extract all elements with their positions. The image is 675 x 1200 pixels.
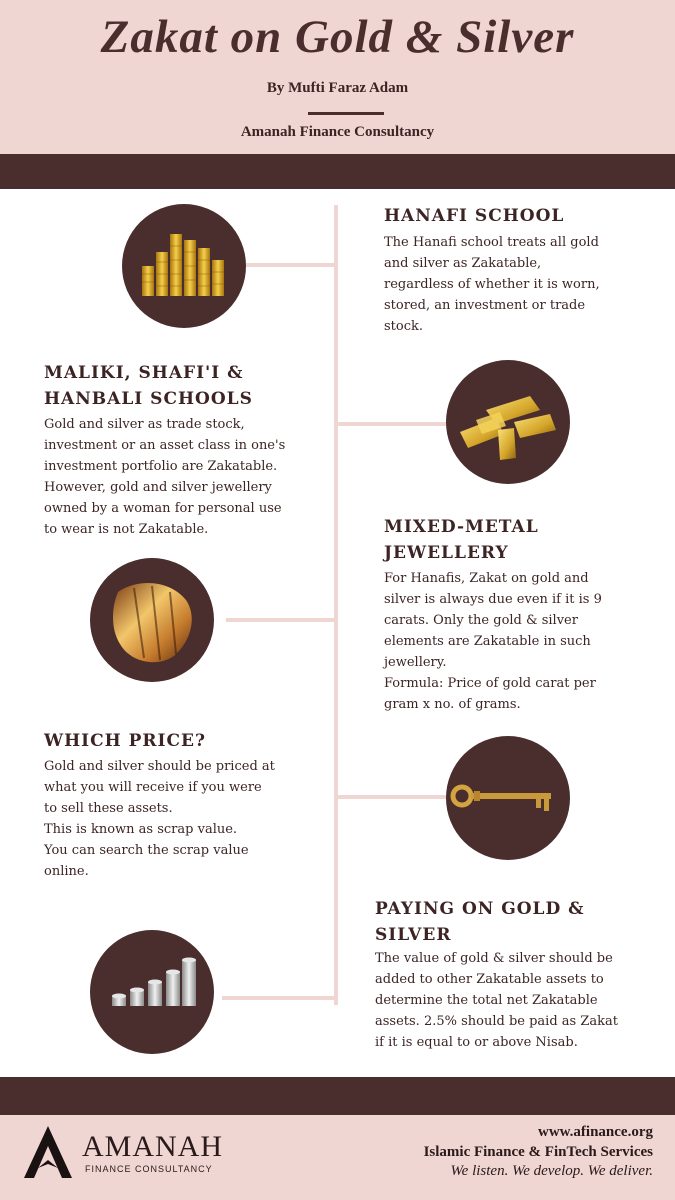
footer-motto: We listen. We develop. We deliver.: [450, 1163, 653, 1179]
gold-key-icon: [446, 736, 570, 860]
timeline-connector: [338, 795, 448, 799]
organization-name: Amanah Finance Consultancy: [240, 124, 435, 140]
bottom-band: [0, 1077, 675, 1115]
timeline-line: [334, 205, 338, 1005]
gold-texture-icon: [90, 558, 214, 682]
gold-bars-icon: [446, 360, 570, 484]
section-title-maliki: MALIKI, SHAFI'I & HANBALI SCHOOLS: [44, 363, 253, 409]
website-link[interactable]: www.afinance.org: [538, 1124, 653, 1140]
footer-tagline: Islamic Finance & FinTech Services: [423, 1144, 653, 1160]
section-title-paying: PAYING ON GOLD & SILVER: [375, 899, 585, 945]
timeline-connector: [246, 263, 334, 267]
byline: By Mufti Faraz Adam: [266, 80, 409, 96]
silver-coins-icon: [90, 930, 214, 1054]
section-body-maliki: Gold and silver as trade stock, investment or an asset class in one's investment portfolio are Zakatable. However, gold and silver jewellery owned by a woman for personal use to wear is not Zakatable.: [44, 417, 286, 537]
gold-coins-icon: [122, 204, 246, 328]
logo-subtitle: FINANCE CONSULTANCY: [85, 1164, 213, 1174]
section-title-which-price: WHICH PRICE?: [44, 731, 206, 751]
section-title-mixed-metal: MIXED-METAL JEWELLERY: [384, 517, 539, 563]
page-title: Zakat on Gold & Silver: [100, 11, 575, 63]
timeline-connector: [226, 618, 334, 622]
section-body-hanafi: The Hanafi school treats all gold and silver as Zakatable, regardless of whether it is worn, stored, an investment or trade stock.: [384, 235, 600, 334]
section-body-paying: The value of gold & silver should be added to other Zakatable assets to determine the total net Zakatable assets. 2.5% should be paid as Zakat if it is equal to or above Nisab.: [375, 951, 618, 1050]
logo-name: AMANAH: [82, 1130, 223, 1163]
timeline-connector: [222, 996, 334, 1000]
section-body-mixed-metal: For Hanafis, Zakat on gold and silver is always due even if it is 9 carats. Only the gold & silver elements are Zakatable in such jewellery. Formula: Price of gold carat per gram x no. of grams.: [384, 571, 602, 712]
header-divider: [308, 112, 384, 115]
section-title-hanafi: HANAFI SCHOOL: [384, 206, 565, 226]
timeline-connector: [338, 422, 448, 426]
amanah-logo-icon: [22, 1124, 74, 1186]
section-body-which-price: Gold and silver should be priced at what you will receive if you were to sell these assets. This is known as scrap value. You can search the scrap value online.: [44, 759, 275, 879]
top-band: [0, 154, 675, 189]
